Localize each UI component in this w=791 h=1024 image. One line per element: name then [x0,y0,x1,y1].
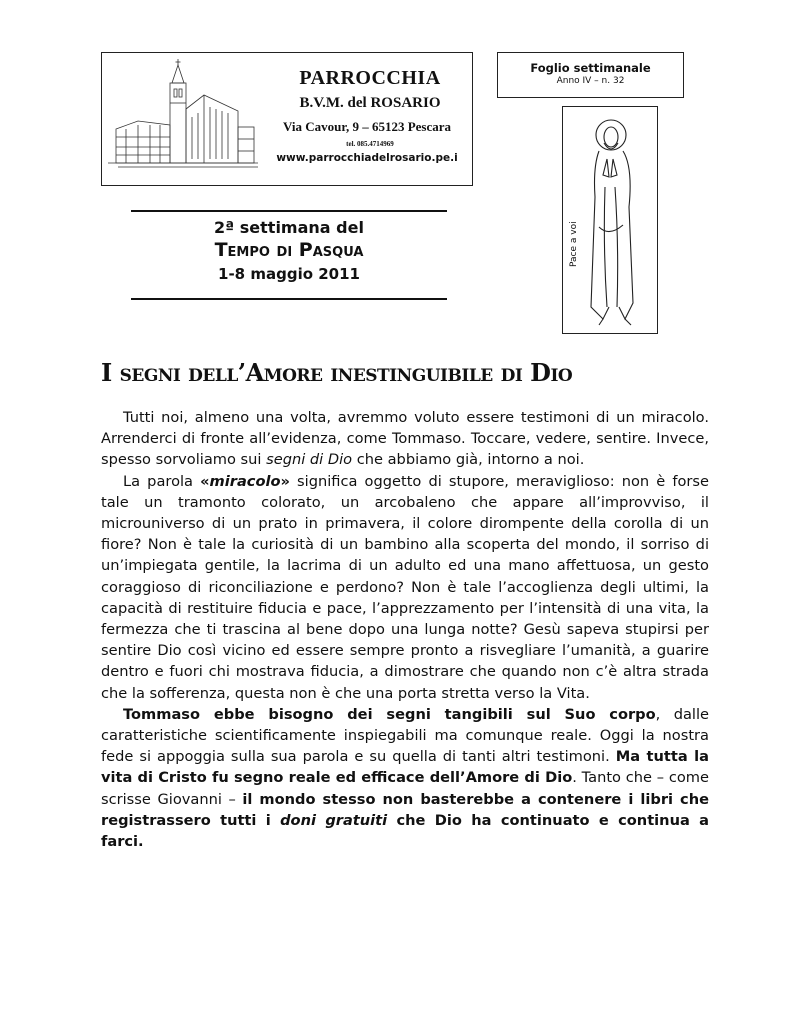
parish-subtitle: B.V.M. del ROSARIO [299,95,441,111]
parish-title: PARROCCHIA [299,67,441,89]
paragraph-2: La parola «miracolo» significa oggetto di stupore, meraviglioso: non è forse tale un tramonto colorato, un arcobaleno che appare all’improvviso, il microuniverso di un prato in primavera, il colore dirompente della corolla di un fiore? Non è tale la curiosità di un bambino alla scoperta del mondo, il sorriso di un’impiegata gentile, la lacrima di un adulto ed una mano affettuosa, un gesto coraggioso di riconciliazione e perdono? Non è tale l’accoglienza degli ultimi, la capacità di restituire fiducia e pace, l’apprezzamento per l’intensità di una vita, la fermezza che ti trascina al bene dopo una lunga notte? Gesù sapeva stupirsi per sentire Dio così vicino ed essere sempre pronto a risvegliare l’umanità, a guarire dentro e fuori chi mostrava fiducia, a dimostrare che quando non c’è altra strada che la sofferenza, questa non è che una porta stretta verso la Vita. [101,472,709,702]
figure-caption: Pace a voi [569,221,579,267]
week-number: 2ª settimana del [214,218,364,237]
week-block [131,210,447,300]
parish-address: Via Cavour, 9 – 65123 Pescara [282,119,452,134]
liturgical-season: Tempo di Pasqua [214,239,364,261]
article-body [101,407,709,852]
paragraph-3: Tommaso ebbe bisogno dei segni tangibili sul Suo corpo, dalle caratteristiche scientificamente inspiegabili ma comunque reale. Oggi la nostra fede si appoggia sulla sua parola e su quella di tanti altri testimoni. Ma tutta la vita di Cristo fu segno reale ed efficace dell’Amore di Dio. Tanto che – come scrisse Giovanni – il mondo stesso non basterebbe a contenere i libri che registrassero tutti i doni gratuiti che Dio ha continuato e continua a farci. [101,705,709,851]
bulletin-label: Foglio settimanale [530,61,651,75]
jesus-illustration [562,106,658,334]
article-title: I segni dell’Amore inestinguibile di Dio [101,358,573,387]
church-illustration [108,59,258,177]
parish-header [101,52,473,186]
paragraph-1: Tutti noi, almeno una volta, avremmo voluto essere testimoni di un miracolo. Arrenderci di fronte all’evidenza, come Tommaso. Toccare, vedere, sentire. Invece, spesso sorvoliamo sui segni di Dio che abbiamo già, intorno a noi. [101,409,709,469]
week-dates: 1-8 maggio 2011 [218,265,360,283]
bulletin-box [497,52,684,98]
parish-phone: tel. 085.4714969 [346,140,394,148]
parish-website[interactable]: www.parrocchiadelrosario.pe.i [276,152,458,164]
bulletin-issue: Anno IV – n. 32 [556,76,625,86]
jesus-figure-icon [563,107,656,332]
